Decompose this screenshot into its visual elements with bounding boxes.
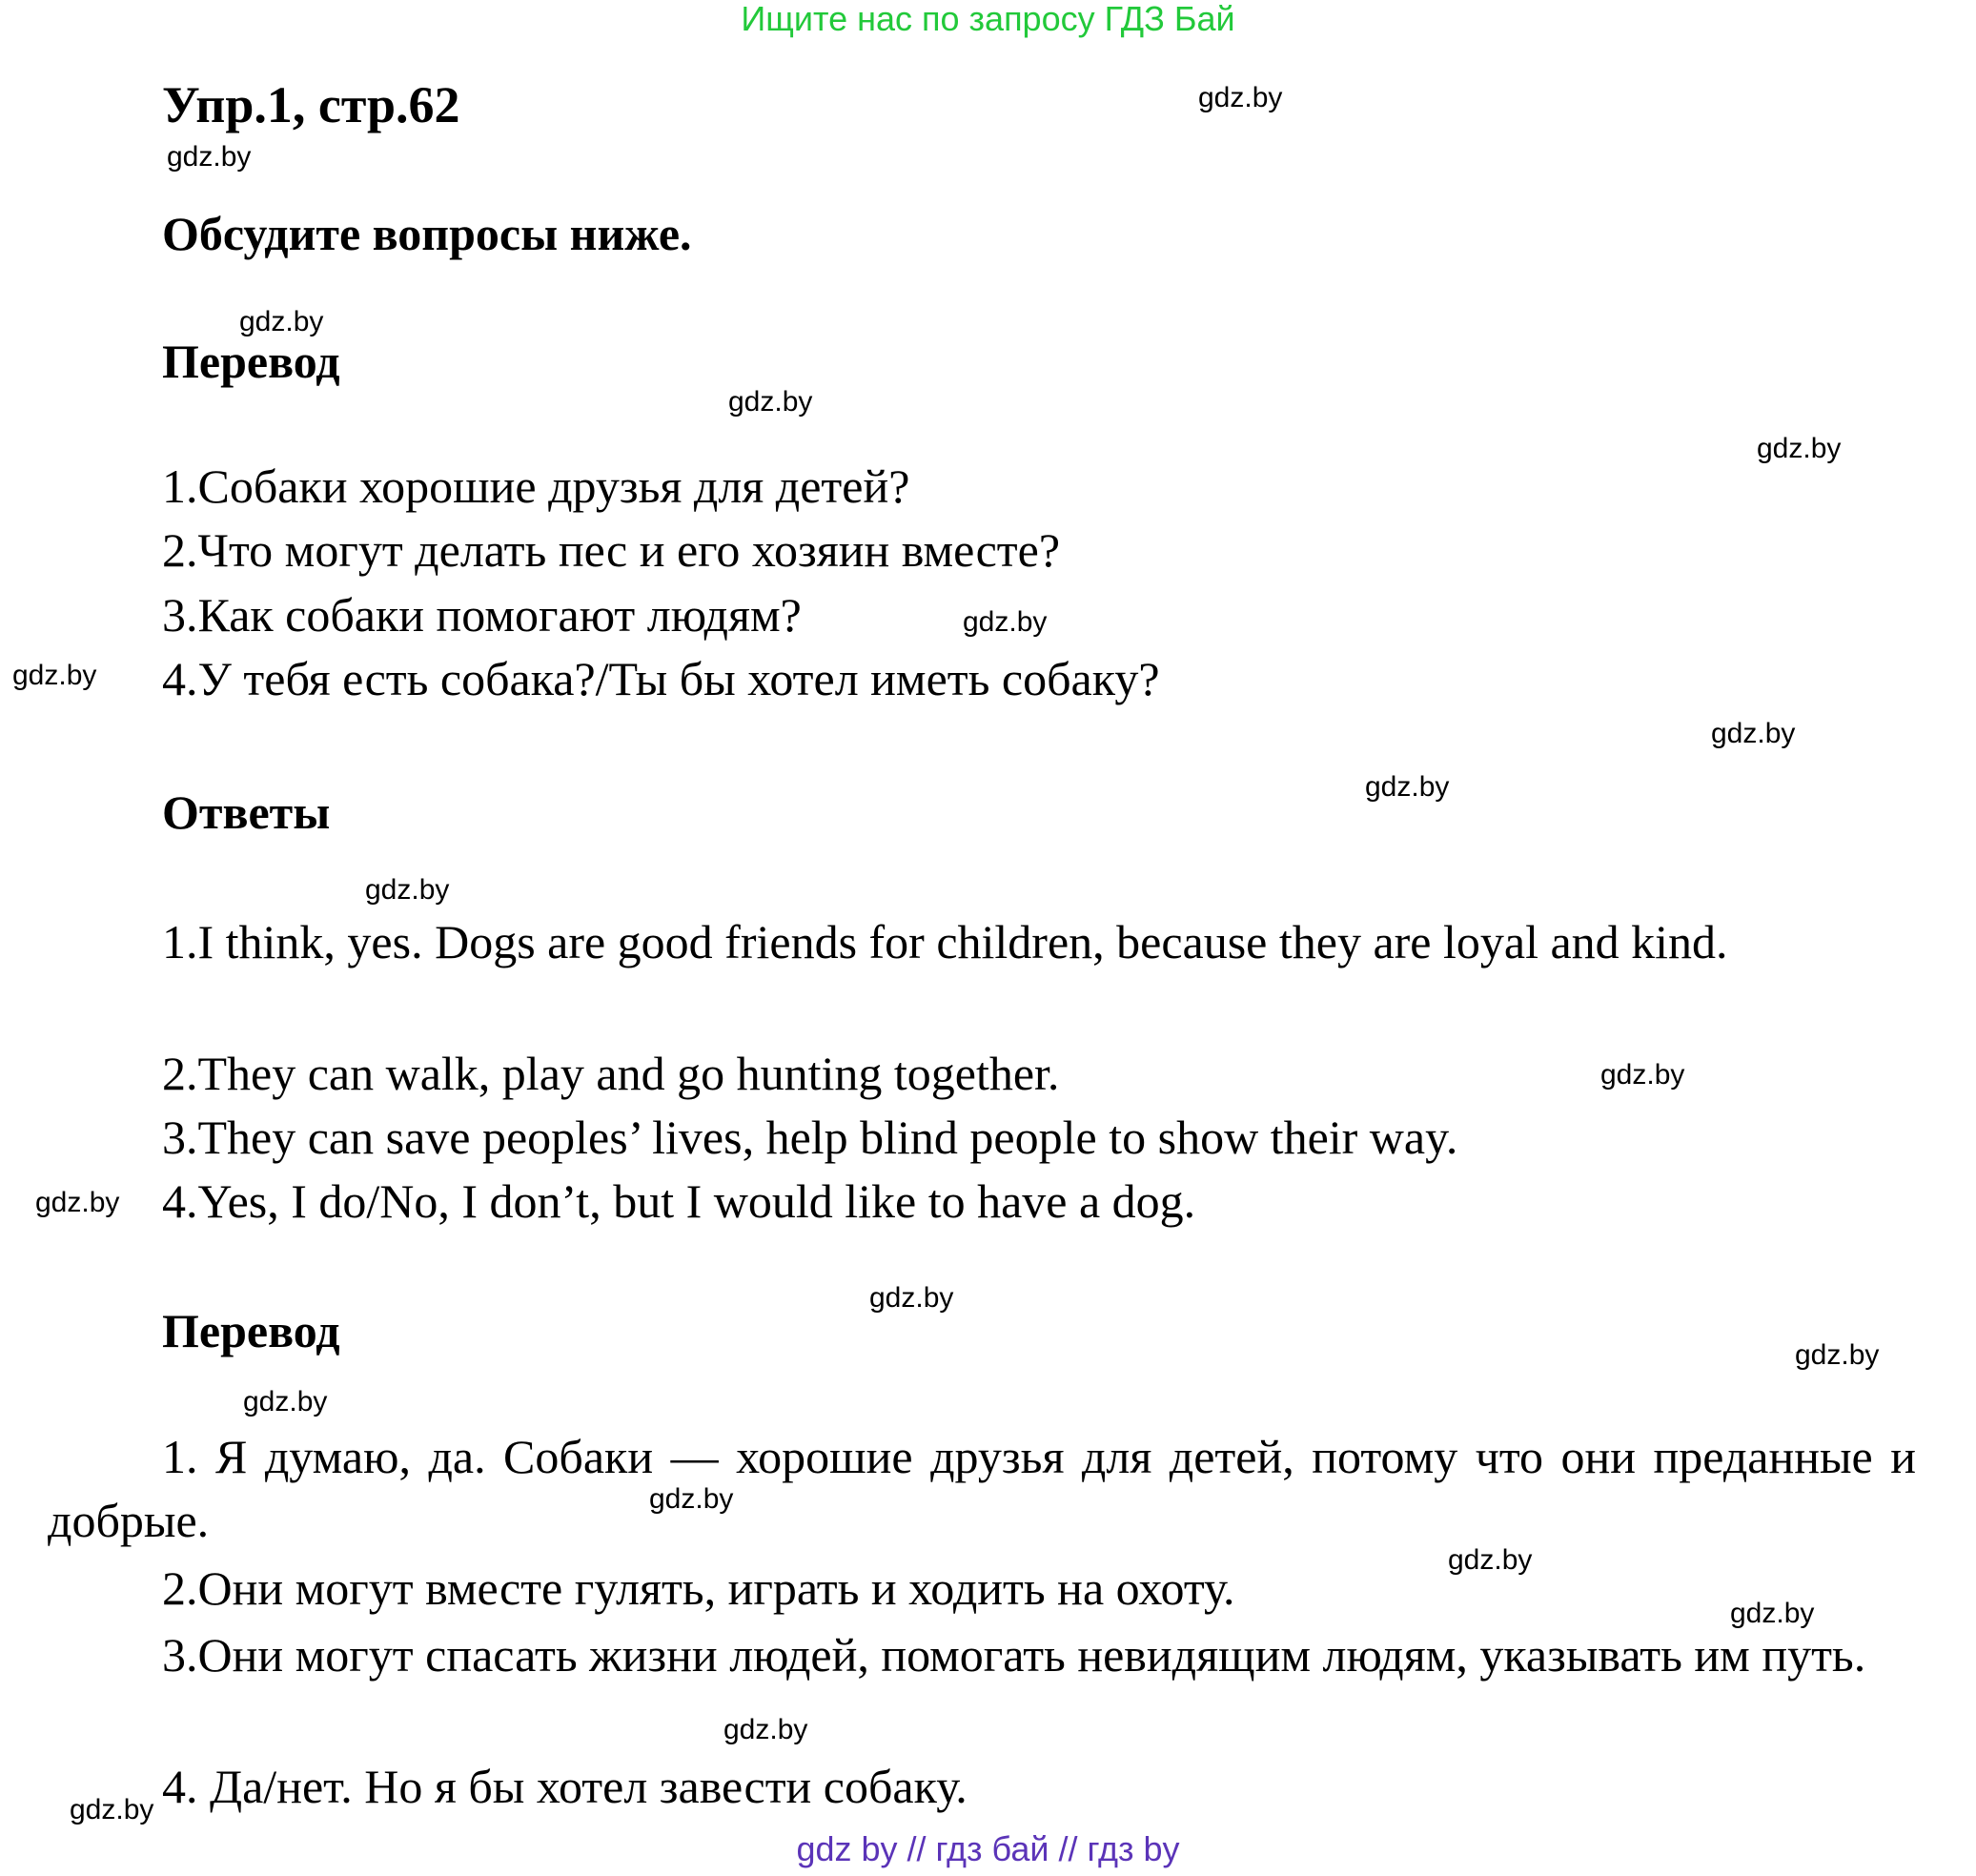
answer-translation-1: 1. Я думаю, да. Собаки — хорошие друзья для детей, потому что они преданные и добрые. (48, 1430, 1916, 1547)
watermark: gdz.by (365, 874, 450, 906)
watermark: gdz.by (1711, 718, 1796, 749)
exercise-title: Упр.1, стр.62 (162, 76, 460, 133)
question-2: 2.Что могут делать пес и его хозяин вместе? (162, 523, 1061, 577)
watermark: gdz.by (728, 386, 813, 418)
footer-links: gdz by // гдз бай // гдз by (796, 1829, 1180, 1868)
question-1: 1.Собаки хорошие друзья для детей? (162, 459, 910, 513)
answer-3: 3.They can save peoples’ lives, help blind people to show their way. (162, 1111, 1458, 1164)
question-4: 4.У тебя есть собака?/Ты бы хотел иметь собаку? (162, 652, 1160, 705)
watermark: gdz.by (649, 1483, 734, 1515)
top-banner: Ищите нас по запросу ГДЗ Бай (741, 0, 1235, 38)
watermark: gdz.by (869, 1282, 954, 1314)
watermark: gdz.by (35, 1187, 120, 1218)
watermark: gdz.by (1795, 1339, 1880, 1371)
watermark: gdz.by (1600, 1059, 1685, 1091)
section-heading-translation-1: Перевод (162, 335, 340, 388)
answer-translation-3: 3.Они могут спасать жизни людей, помогать невидящим людям, указывать им путь. (162, 1628, 1866, 1682)
watermark: gdz.by (1757, 433, 1842, 464)
watermark: gdz.by (167, 141, 252, 173)
watermark: gdz.by (1365, 771, 1450, 803)
answer-1: 1.I think, yes. Dogs are good friends for children, because they are loyal and kind. (162, 915, 1728, 969)
watermark: gdz.by (239, 306, 324, 337)
watermark: gdz.by (963, 606, 1048, 638)
watermark: gdz.by (70, 1794, 154, 1825)
section-heading-translation-2: Перевод (162, 1304, 340, 1357)
answer-4: 4.Yes, I do/No, I don’t, but I would like to have a dog. (162, 1174, 1196, 1228)
watermark: gdz.by (1198, 82, 1283, 113)
instruction: Обсудите вопросы ниже. (162, 207, 692, 260)
watermark: gdz.by (12, 660, 97, 691)
question-3: 3.Как собаки помогают людям? (162, 588, 802, 642)
watermark: gdz.by (1730, 1598, 1815, 1629)
section-heading-answers: Ответы (162, 785, 331, 839)
answer-2: 2.They can walk, play and go hunting together. (162, 1047, 1060, 1100)
answer-translation-4: 4. Да/нет. Но я бы хотел завести собаку. (162, 1760, 968, 1813)
watermark: gdz.by (1448, 1544, 1533, 1576)
answer-translation-2: 2.Они могут вместе гулять, играть и ходить на охоту. (162, 1561, 1235, 1615)
watermark: gdz.by (723, 1714, 808, 1745)
watermark: gdz.by (243, 1386, 328, 1417)
